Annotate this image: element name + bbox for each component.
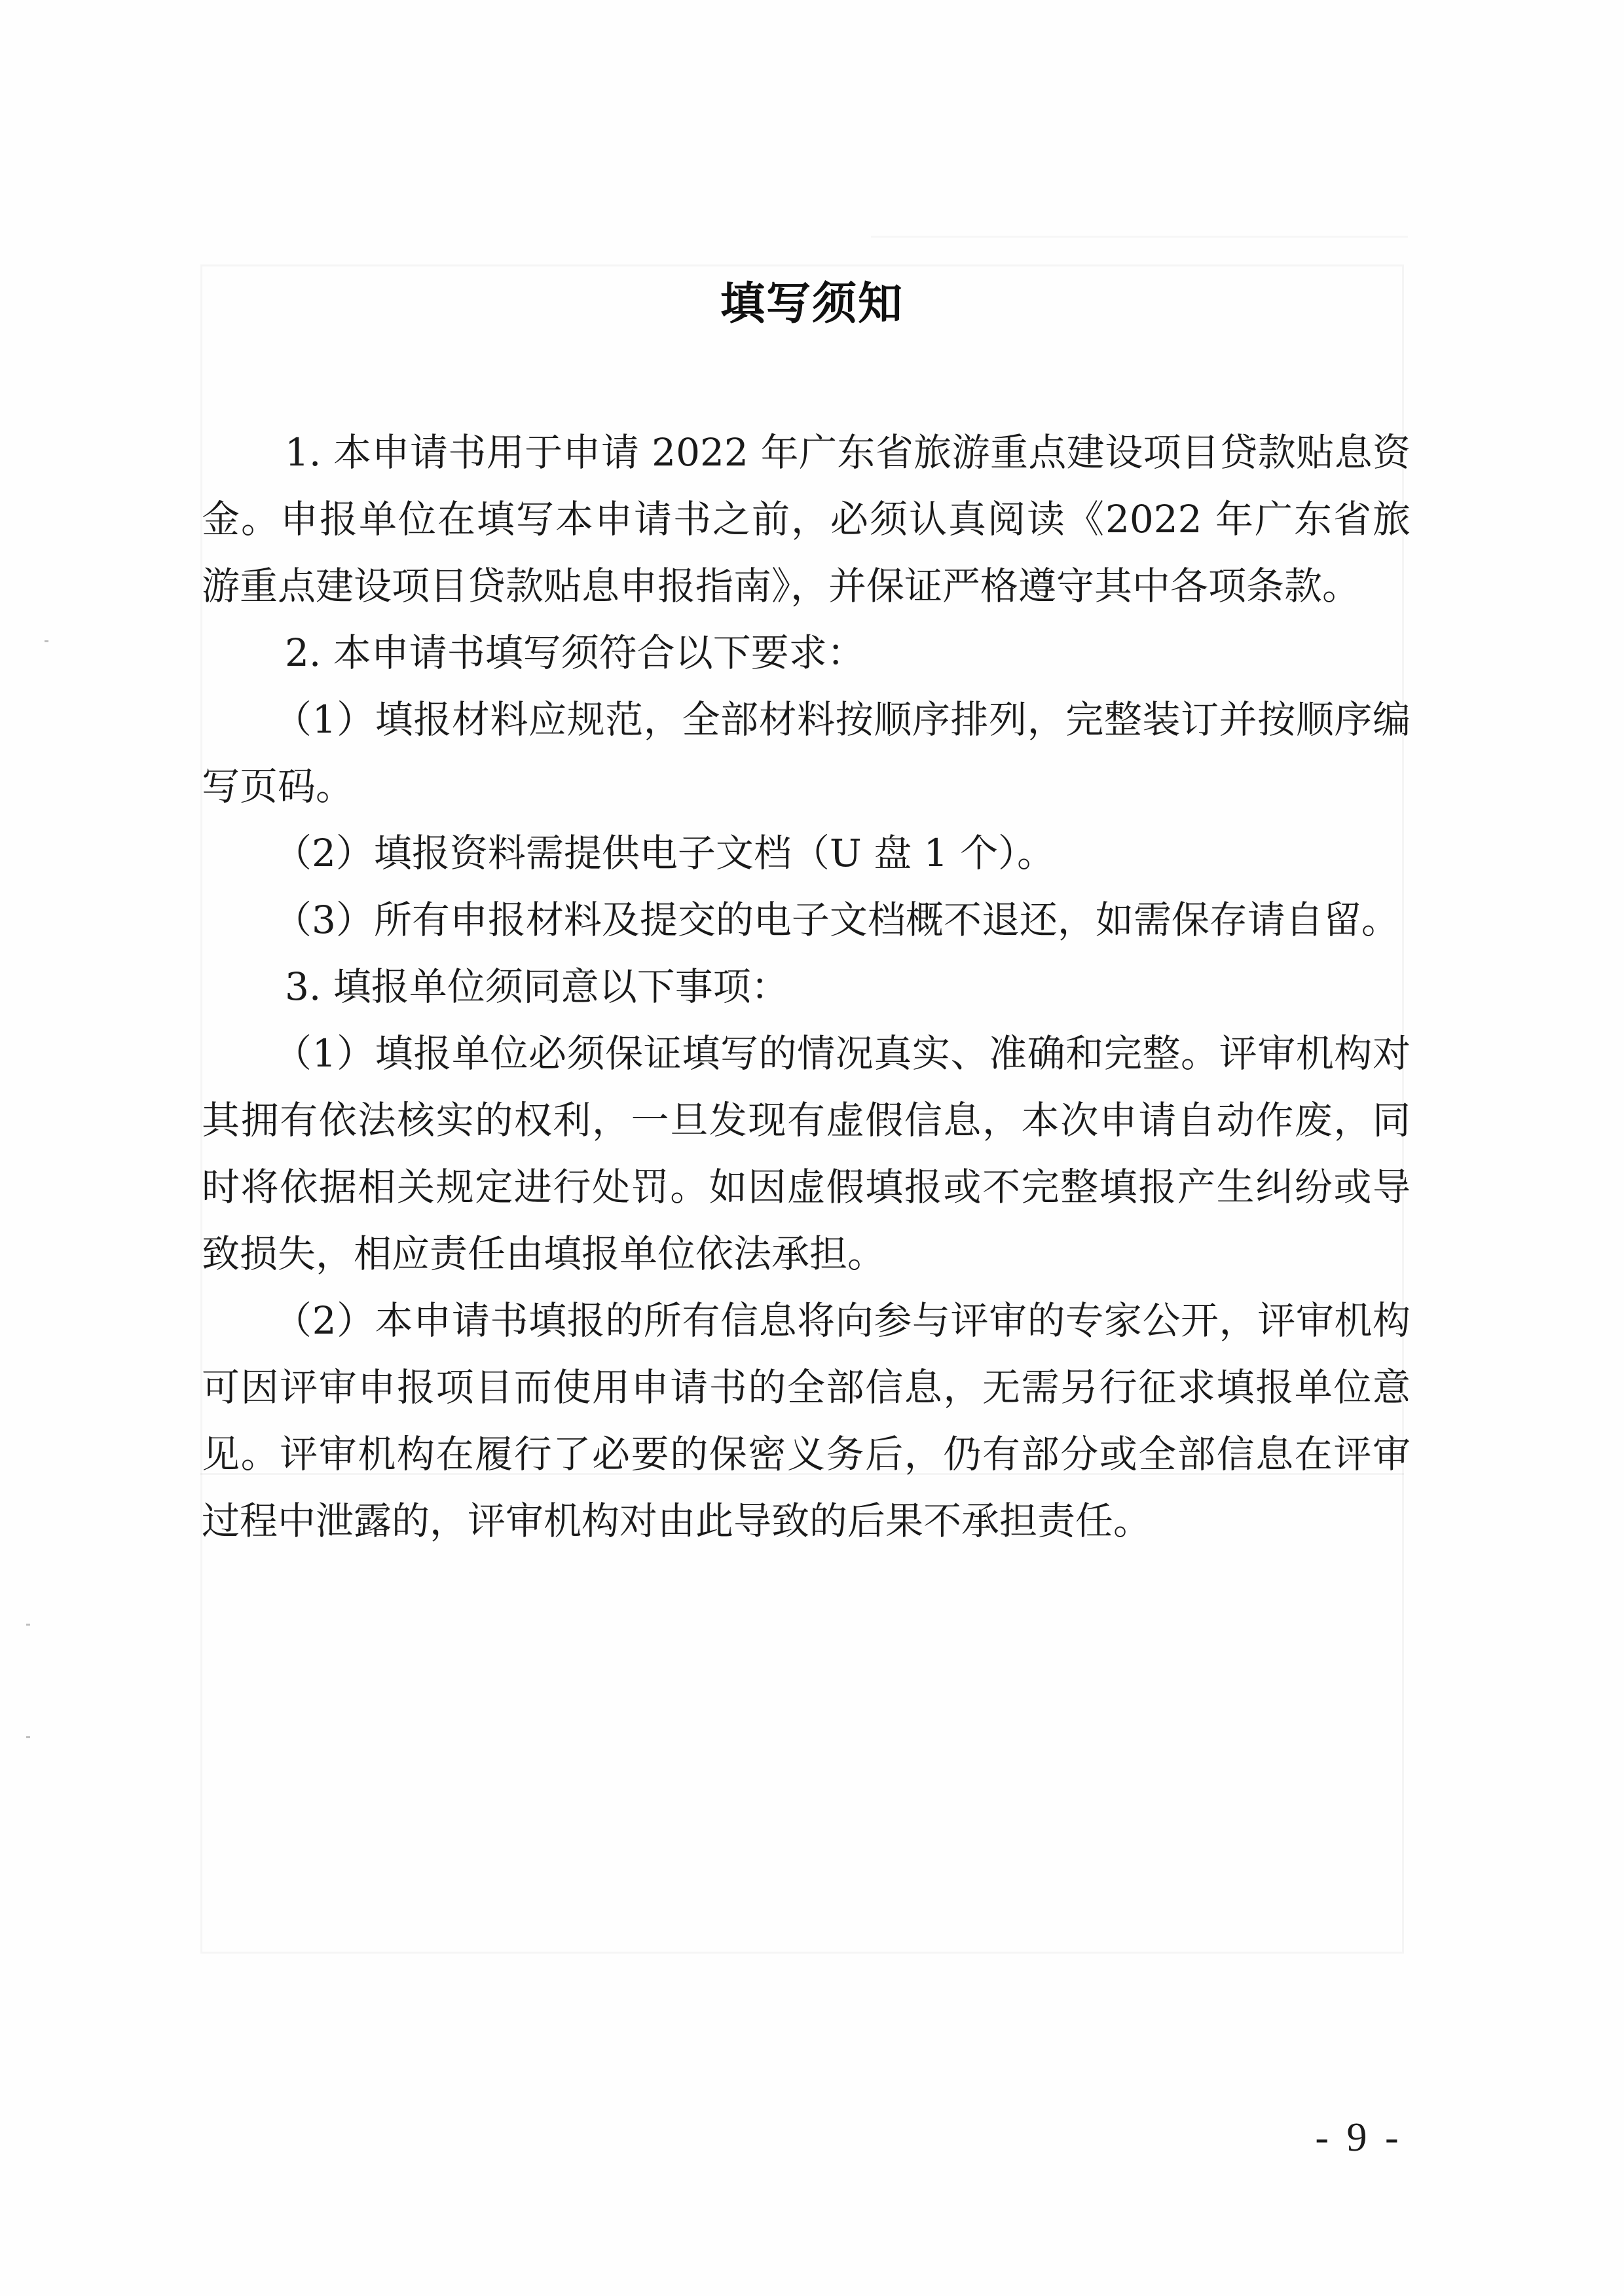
scan-bleed-through-line [871, 236, 1408, 238]
scan-speck [26, 1736, 30, 1738]
paragraph-3-agreement-heading: 3. 填报单位须同意以下事项： [285, 964, 789, 1009]
paragraph-1-application-purpose: 1. 本申请书用于申请 2022 年广东省旅游重点建设项目贷款贴息资金。申报单位在填写本申请书之前，必须认真阅读《2022 年广东省旅游重点建设项目贷款贴息申报指南》，并保证严格遵守其中各项条款。 [202, 430, 1411, 608]
paragraph-2-3-no-return: （3）所有申报材料及提交的电子文档概不退还，如需保存请自留。 [274, 898, 1399, 942]
scan-speck [26, 1624, 30, 1626]
page-number: - 9 - [1315, 2115, 1403, 2160]
document-body [202, 419, 1411, 1554]
document-title: 填写须知 [720, 278, 904, 330]
paragraph-2-2-electronic-copy: （2）填报资料需提供电子文档（U 盘 1 个）。 [274, 831, 1055, 875]
scan-speck [45, 640, 48, 642]
paragraph-2-requirements-heading: 2. 本申请书填写须符合以下要求： [285, 630, 865, 675]
paragraph-2-1-material-format: （1）填报材料应规范，全部材料按顺序排列，完整装订并按顺序编写页码。 [202, 697, 1411, 809]
paragraph-3-2-disclosure: （2）本申请书填报的所有信息将向参与评审的专家公开，评审机构可因评审申报项目而使用申请书的全部信息，无需另行征求填报单位意见。评审机构在履行了必要的保密义务后，仍有部分或全部信息在评审过程中泄露的，评审机构对由此导致的后果不承担责任。 [202, 1298, 1411, 1543]
paragraph-3-1-truthfulness: （1）填报单位必须保证填写的情况真实、准确和完整。评审机构对其拥有依法核实的权利，一旦发现有虚假信息，本次申请自动作废，同时将依据相关规定进行处罚。如因虚假填报或不完整填报产生纠纷或导致损失，相应责任由填报单位依法承担。 [202, 1031, 1411, 1276]
